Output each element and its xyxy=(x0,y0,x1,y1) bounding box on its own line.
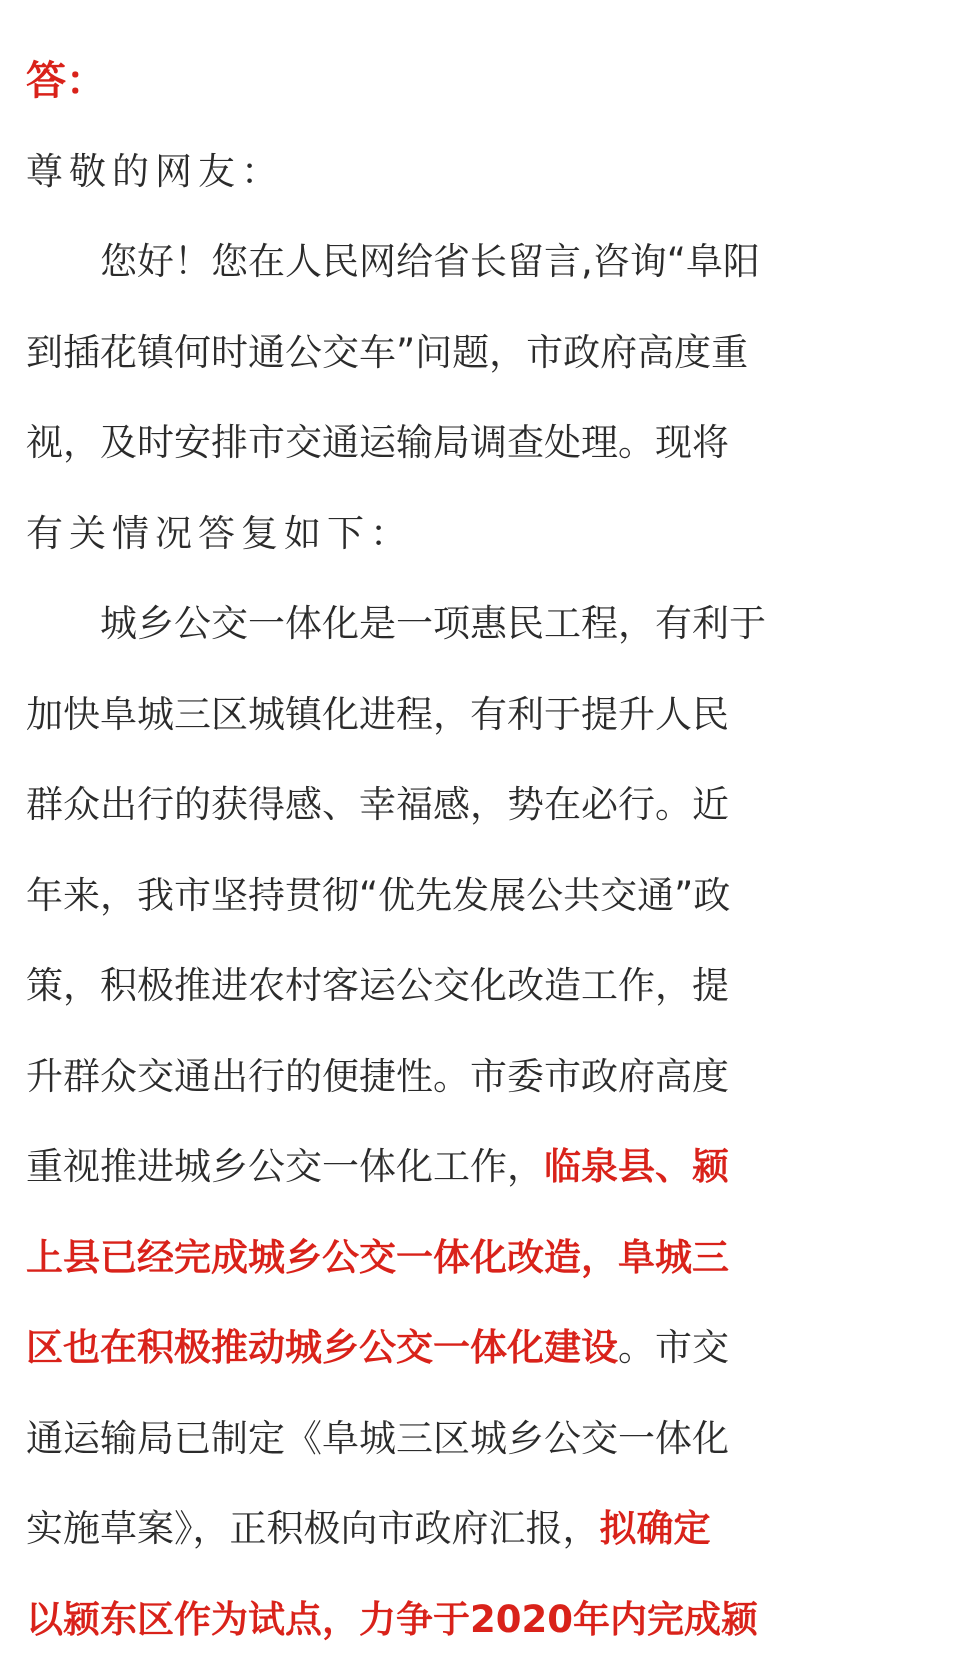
text-line xyxy=(26,398,946,489)
highlighted-text: 临泉县、颍 xyxy=(544,1145,729,1188)
text-line xyxy=(26,1394,946,1485)
highlighted-text: 区也在积极推动城乡公交一体化建设 xyxy=(26,1326,618,1369)
text-line xyxy=(26,1213,946,1304)
body-text: 视，及时安排市交通运输局调查处理。现将 xyxy=(26,421,729,464)
answer-body xyxy=(26,127,946,1665)
text-line xyxy=(26,670,946,761)
text-line xyxy=(26,941,946,1032)
body-text: 策，积极推进农村客运公交化改造工作，提 xyxy=(26,964,729,1007)
text-line xyxy=(26,1032,946,1123)
text-line xyxy=(26,1303,946,1394)
highlighted-text: 拟确定 xyxy=(600,1507,711,1550)
answer-document xyxy=(26,36,946,1665)
text-line xyxy=(26,308,946,399)
text-line xyxy=(26,1575,946,1665)
text-line xyxy=(26,760,946,851)
text-line xyxy=(26,127,946,218)
text-line xyxy=(26,579,946,670)
body-text: 尊敬的网友： xyxy=(26,150,284,193)
text-line xyxy=(26,217,946,308)
body-text: 升群众交通出行的便捷性。市委市政府高度 xyxy=(26,1055,729,1098)
body-text: 年来，我市坚持贯彻“优先发展公共交通”政 xyxy=(26,874,730,917)
body-text: 城乡公交一体化是一项惠民工程，有利于 xyxy=(26,602,766,645)
body-text: 。市交 xyxy=(618,1326,729,1369)
answer-heading: 答： xyxy=(26,36,946,127)
highlighted-text: 上县已经完成城乡公交一体化改造，阜城三 xyxy=(26,1236,729,1279)
text-line xyxy=(26,1484,946,1575)
highlighted-text: 以颍东区作为试点，力争于2020年内完成颍 xyxy=(26,1598,758,1641)
body-text: 群众出行的获得感、幸福感，势在必行。近 xyxy=(26,783,729,826)
body-text: 有关情况答复如下： xyxy=(26,512,413,555)
body-text: 通运输局已制定《阜城三区城乡公交一体化 xyxy=(26,1417,729,1460)
text-line xyxy=(26,851,946,942)
body-text: 加快阜城三区城镇化进程，有利于提升人民 xyxy=(26,693,729,736)
body-text: 重视推进城乡公交一体化工作， xyxy=(26,1145,544,1188)
text-line xyxy=(26,489,946,580)
body-text: 您好！您在人民网给省长留言,咨询“阜阳 xyxy=(26,240,760,283)
body-text: 到插花镇何时通公交车”问题，市政府高度重 xyxy=(26,331,748,374)
text-line xyxy=(26,1122,946,1213)
body-text: 实施草案》，正积极向市政府汇报， xyxy=(26,1507,600,1550)
